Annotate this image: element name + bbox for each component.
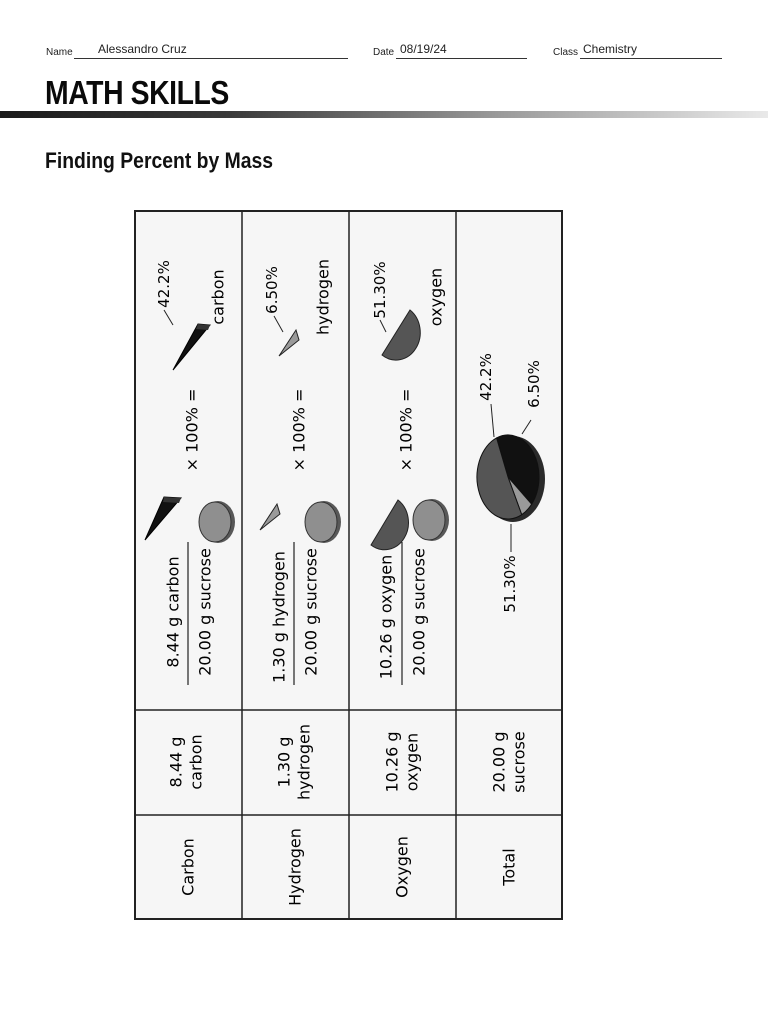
- times-100-carbon: × 100% =: [182, 388, 202, 472]
- class-field[interactable]: Chemistry: [583, 42, 638, 56]
- callout-line-hydrogen: [274, 316, 283, 332]
- name-field[interactable]: Alessandro Cruz: [98, 42, 187, 56]
- result-label-carbon: carbon: [208, 269, 228, 325]
- fraction-denominator-carbon: 20.00 g sucrose: [195, 548, 215, 676]
- sucrose-disc-face: [413, 500, 445, 540]
- percent-hydrogen: 6.50%: [263, 266, 281, 314]
- percent-carbon: 42.2%: [155, 260, 173, 308]
- total-pie-chart: [477, 435, 539, 519]
- oxygen-column: [371, 261, 449, 897]
- date-field-line: [396, 58, 527, 59]
- sucrose-disc-face: [199, 502, 231, 542]
- hydrogen-slice-icon: [260, 504, 280, 530]
- percent-by-mass-figure: [134, 210, 563, 920]
- mass-hydrogen-amount: 1.30 g: [274, 736, 294, 788]
- mass-oxygen-unit: oxygen: [402, 732, 422, 792]
- page-title: MATH SKILLS: [45, 74, 229, 111]
- element-name-oxygen: Oxygen: [392, 836, 412, 898]
- result-label-hydrogen: hydrogen: [313, 259, 333, 335]
- title-divider: [0, 111, 768, 118]
- fraction-denominator-hydrogen: 20.00 g sucrose: [301, 548, 321, 676]
- percent-oxygen: 51.30%: [371, 261, 389, 319]
- name-label: Name: [46, 47, 73, 58]
- callout-line-total-hydrogen: [522, 420, 531, 434]
- total-mass-unit: sucrose: [509, 731, 529, 793]
- date-field[interactable]: 08/19/24: [400, 42, 447, 56]
- hydrogen-result-slice: [279, 330, 299, 356]
- callout-line-carbon: [164, 310, 173, 325]
- total-percent-oxygen: 51.30%: [501, 555, 519, 613]
- mass-oxygen-amount: 10.26 g: [382, 731, 402, 793]
- total-mass-amount: 20.00 g: [489, 731, 509, 793]
- carbon-slice-edge: [163, 497, 181, 503]
- fraction-denominator-oxygen: 20.00 g sucrose: [409, 548, 429, 676]
- section-subtitle: Finding Percent by Mass: [45, 148, 274, 173]
- fraction-numerator-oxygen: 10.26 g oxygen: [376, 554, 396, 680]
- name-field-line: [74, 58, 348, 59]
- times-100-hydrogen: × 100% =: [289, 388, 309, 472]
- class-label: Class: [553, 47, 579, 58]
- callout-line-total-carbon: [491, 404, 494, 437]
- result-label-oxygen: oxygen: [426, 267, 446, 327]
- times-100-oxygen: × 100% =: [396, 388, 416, 472]
- callout-line-oxygen: [380, 320, 386, 332]
- element-name-hydrogen: Hydrogen: [285, 828, 305, 906]
- total-column: [477, 353, 545, 887]
- hydrogen-column: [260, 259, 341, 906]
- class-field-line: [580, 58, 722, 59]
- carbon-result-slice: [173, 324, 210, 370]
- total-label: Total: [499, 848, 519, 886]
- fraction-numerator-carbon: 8.44 g carbon: [163, 556, 183, 668]
- mass-carbon-amount: 8.44 g: [166, 736, 186, 788]
- fraction-numerator-hydrogen: 1.30 g hydrogen: [269, 551, 289, 683]
- oxygen-slice-icon: [371, 500, 408, 550]
- element-name-carbon: Carbon: [178, 838, 198, 896]
- mass-carbon-unit: carbon: [186, 734, 206, 790]
- total-percent-carbon: 42.2%: [477, 353, 495, 401]
- carbon-column: [145, 260, 235, 896]
- date-label: Date: [373, 47, 395, 58]
- total-percent-hydrogen: 6.50%: [525, 360, 543, 408]
- mass-hydrogen-unit: hydrogen: [294, 724, 314, 800]
- sucrose-disc-face: [305, 502, 337, 542]
- carbon-slice-icon: [145, 497, 181, 540]
